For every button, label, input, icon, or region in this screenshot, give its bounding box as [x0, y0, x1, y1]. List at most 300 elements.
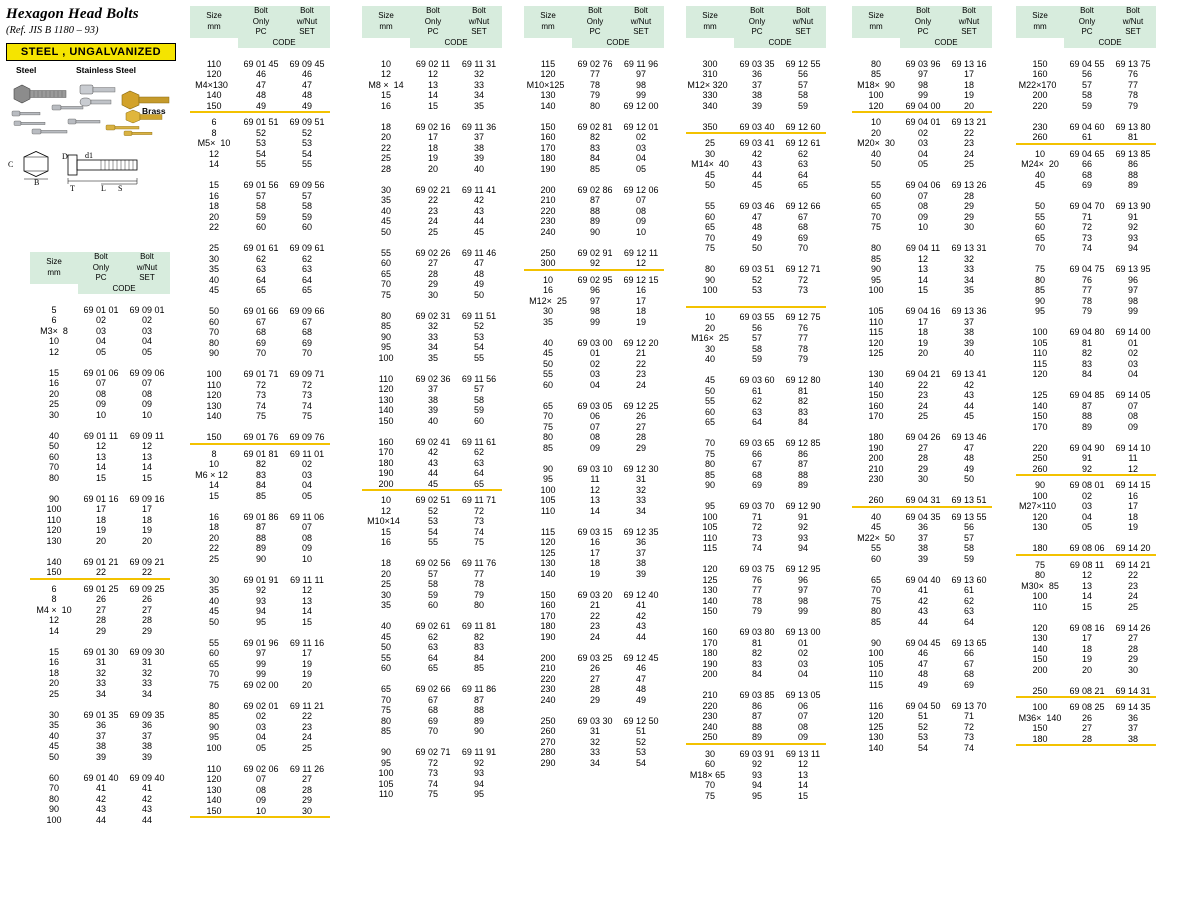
- cell-code-bolt-only: 07: [95, 378, 106, 388]
- table-row: [852, 191, 992, 202]
- cell-size: M18× 65: [689, 769, 731, 780]
- header-pc: PC: [734, 27, 780, 38]
- cell-code-bolt-only: 53: [255, 138, 266, 148]
- table-row: [524, 537, 664, 548]
- table-row: [190, 732, 330, 743]
- cell-code-bolt-only: 54: [255, 148, 266, 159]
- cell-size: 65: [380, 684, 391, 694]
- table-row: [1016, 422, 1156, 433]
- cell-code-bolt-with-nut: 03: [141, 325, 152, 336]
- group-divider-rule: [190, 817, 330, 822]
- table-row: [1016, 560, 1156, 571]
- cell-size: 95: [208, 732, 219, 742]
- cell-size: 220: [1032, 100, 1048, 111]
- cell-code-bolt-with-nut: 69 12 35: [623, 526, 659, 537]
- group-spacer: [524, 237, 664, 248]
- cell-size: 80: [208, 700, 219, 711]
- group-spacer: [524, 390, 664, 401]
- group-spacer: [686, 680, 826, 691]
- cell-size: M22× 50: [857, 532, 895, 543]
- cell-size: 70: [704, 780, 715, 790]
- cell-size: 250: [1032, 685, 1048, 696]
- table-row: [362, 311, 502, 322]
- cell-size: 150: [1032, 411, 1048, 421]
- cell-size: 12: [380, 505, 391, 516]
- cell-code-bolt-only: 19: [917, 337, 928, 348]
- cell-code-bolt-with-nut: 94: [797, 543, 808, 553]
- cell-size: 75: [704, 790, 715, 801]
- cell-code-bolt-only: 90: [255, 553, 266, 564]
- cell-code-bolt-only: 19: [95, 525, 106, 535]
- group-spacer: [852, 485, 992, 496]
- table-row: [1016, 443, 1156, 454]
- table-row: [1016, 453, 1156, 464]
- cell-code-bolt-with-nut: 39: [963, 337, 974, 348]
- cell-size: 130: [868, 369, 884, 379]
- table-row: [1016, 401, 1156, 412]
- table-row: [362, 374, 502, 385]
- cell-size: 40: [48, 430, 59, 441]
- cell-size: 65: [870, 201, 881, 211]
- table-row: [686, 180, 826, 191]
- cell-code-bolt-with-nut: 69 13 16: [951, 58, 987, 69]
- cell-size: 60: [1034, 222, 1045, 232]
- cell-code-bolt-with-nut: 15: [141, 472, 152, 483]
- table-row: [686, 333, 826, 344]
- cell-size: 55: [870, 543, 881, 553]
- cell-code-bolt-only: 95: [255, 616, 266, 627]
- cell-size: 240: [702, 721, 718, 732]
- group-spacer: [686, 617, 826, 628]
- cell-code-bolt-only: 82: [751, 648, 762, 658]
- cell-code-bolt-with-nut: 69 13 31: [951, 243, 987, 253]
- cell-code-bolt-with-nut: 69 11 36: [461, 121, 497, 132]
- table-row: [1016, 338, 1156, 349]
- cell-size: M36× 140: [1018, 712, 1062, 723]
- table-row: [852, 275, 992, 286]
- header-code: CODE: [572, 38, 664, 49]
- table-row: [852, 495, 992, 507]
- table-row: [852, 380, 992, 391]
- cell-size: 105: [868, 306, 884, 316]
- cell-code-bolt-with-nut: 67: [963, 658, 974, 669]
- table-row: [30, 594, 170, 605]
- table-header-row-code: [190, 38, 330, 49]
- cell-code-bolt-with-nut: 69 09 06: [129, 367, 165, 378]
- cell-code-bolt-only: 57: [751, 333, 762, 343]
- cell-size: 55: [870, 180, 881, 190]
- cell-size: 75: [870, 222, 881, 232]
- cell-size: 115: [540, 526, 556, 537]
- cell-code-bolt-only: 99: [917, 90, 928, 100]
- cell-code-bolt-only: 69 01 61: [243, 243, 279, 253]
- table-row: [1016, 80, 1156, 91]
- table-row: [852, 659, 992, 670]
- cell-code-bolt-only: 22: [427, 195, 438, 205]
- table-row: [524, 101, 664, 112]
- cell-code-bolt-only: 27: [95, 604, 106, 615]
- cell-code-bolt-with-nut: 69 13 70: [951, 700, 987, 711]
- cell-size: 260: [1032, 132, 1048, 142]
- cell-code-bolt-only: 10: [255, 805, 266, 816]
- table-row: [1016, 543, 1156, 555]
- table-row: [524, 653, 664, 664]
- cell-code-bolt-with-nut: 89: [473, 715, 484, 726]
- table-row: [852, 306, 992, 317]
- table-row: [190, 743, 330, 754]
- cell-code-bolt-only: 03: [1081, 501, 1092, 511]
- cell-size: 140: [540, 568, 556, 579]
- cell-code-bolt-with-nut: 20: [963, 100, 974, 111]
- table-row: [524, 206, 664, 217]
- cell-size: 90: [208, 721, 219, 732]
- cell-size: 16: [380, 100, 391, 111]
- cell-code-bolt-only: 18: [427, 142, 438, 153]
- cell-code-bolt-with-nut: 47: [473, 258, 484, 268]
- cell-code-bolt-with-nut: 55: [473, 352, 484, 363]
- cell-size: 35: [542, 316, 553, 327]
- cell-code-bolt-only: 48: [917, 669, 928, 679]
- group-spacer: [362, 363, 502, 374]
- table-row: [852, 243, 992, 254]
- cell-code-bolt-only: 04: [917, 148, 928, 159]
- cell-code-bolt-only: 84: [255, 480, 266, 490]
- cell-code-bolt-with-nut: 97: [797, 585, 808, 595]
- cell-code-bolt-with-nut: 77: [473, 568, 484, 579]
- cell-code-bolt-with-nut: 69 14 10: [1115, 442, 1151, 453]
- cell-code-bolt-with-nut: 39: [635, 568, 646, 579]
- cell-code-bolt-with-nut: 37: [141, 730, 152, 741]
- header-blank: [1016, 38, 1064, 49]
- table-row: [1016, 390, 1156, 401]
- cell-size: 110: [206, 763, 222, 774]
- table-row: [524, 285, 664, 296]
- table-row: [686, 101, 826, 112]
- cell-code-bolt-only: 07: [589, 421, 600, 432]
- cell-size: 16: [48, 657, 59, 667]
- cell-code-bolt-only: 35: [427, 352, 438, 363]
- cell-code-bolt-only: 69 03 65: [739, 438, 775, 448]
- table-row: [362, 695, 502, 706]
- cell-code-bolt-with-nut: 48: [963, 453, 974, 463]
- cell-code-bolt-with-nut: 64: [301, 274, 312, 285]
- table-row: [686, 438, 826, 449]
- cell-size: 330: [702, 90, 718, 100]
- cell-code-bolt-with-nut: 72: [473, 505, 484, 516]
- price-table-column-4: [524, 6, 664, 779]
- cell-code-bolt-with-nut: 65: [473, 478, 484, 489]
- cell-code-bolt-only: 75: [427, 789, 438, 799]
- cell-size: 75: [704, 448, 715, 459]
- table-row: [1016, 243, 1156, 254]
- cell-code-bolt-with-nut: 41: [635, 600, 646, 610]
- table-row: [524, 338, 664, 349]
- cell-code-bolt-with-nut: 26: [635, 411, 646, 421]
- cell-code-bolt-only: 69 04 16: [905, 306, 941, 316]
- cell-code-bolt-only: 28: [427, 268, 438, 279]
- cell-code-bolt-only: 69 04 21: [905, 369, 941, 379]
- table-row: [362, 506, 502, 517]
- cell-code-bolt-with-nut: 02: [635, 132, 646, 142]
- cell-size: 70: [870, 211, 881, 222]
- cell-code-bolt-only: 98: [589, 306, 600, 316]
- table-row: [686, 69, 826, 80]
- cell-code-bolt-only: 66: [1081, 159, 1092, 169]
- table-row: [1016, 491, 1156, 502]
- cell-size: 180: [378, 457, 394, 468]
- table-row: [524, 380, 664, 391]
- cell-size: 50: [1034, 201, 1045, 211]
- cell-size: 125: [540, 547, 556, 558]
- cell-size: 140: [206, 90, 222, 100]
- header-bolt-with-nut: Bolt w/Nut: [618, 6, 664, 27]
- cell-code-bolt-with-nut: 69 12 75: [785, 312, 821, 322]
- cell-size: 75: [1034, 264, 1045, 274]
- table-row: [30, 752, 170, 763]
- cell-code-bolt-only: 08: [95, 388, 106, 399]
- cell-code-bolt-with-nut: 62: [797, 148, 808, 159]
- cell-size: 140: [206, 411, 222, 421]
- group-spacer: [30, 699, 170, 710]
- cell-size: 100: [868, 648, 884, 658]
- table-row: [362, 185, 502, 196]
- cell-code-bolt-only: 47: [255, 79, 266, 90]
- cell-code-bolt-only: 69 08 01: [1069, 480, 1105, 490]
- table-row: [190, 669, 330, 680]
- group-spacer: [524, 327, 664, 338]
- cell-code-bolt-with-nut: 23: [1127, 580, 1138, 591]
- cell-size: M18× 90: [857, 79, 895, 90]
- cell-size: 90: [542, 463, 553, 474]
- cell-size: 115: [868, 327, 884, 337]
- table-row: [190, 201, 330, 212]
- cell-code-bolt-with-nut: 17: [301, 648, 312, 658]
- table-row: [30, 804, 170, 815]
- cell-code-bolt-with-nut: 49: [635, 694, 646, 705]
- cell-code-bolt-with-nut: 37: [1127, 723, 1138, 733]
- cell-size: 16: [208, 511, 219, 522]
- table-row: [1016, 170, 1156, 181]
- table-row: [190, 222, 330, 233]
- table-row: [362, 447, 502, 458]
- table-row: [686, 407, 826, 418]
- cell-code-bolt-only: 32: [589, 736, 600, 747]
- cell-code-bolt-only: 73: [255, 390, 266, 400]
- cell-size: 150: [540, 589, 556, 600]
- cell-code-bolt-only: 39: [751, 100, 762, 111]
- cell-code-bolt-only: 54: [427, 526, 438, 537]
- table-row: [852, 732, 992, 743]
- cell-code-bolt-with-nut: 18: [141, 514, 152, 525]
- cell-code-bolt-with-nut: 69 14 05: [1115, 390, 1151, 400]
- table-row: [852, 411, 992, 422]
- cell-code-bolt-with-nut: 65: [797, 180, 808, 190]
- cell-size: 120: [206, 390, 222, 400]
- table-row: [524, 90, 664, 101]
- table-row: [1016, 327, 1156, 338]
- cell-code-bolt-with-nut: 42: [635, 610, 646, 621]
- cell-size: 60: [48, 451, 59, 462]
- cell-code-bolt-only: 68: [255, 327, 266, 337]
- cell-code-bolt-only: 85: [255, 490, 266, 501]
- table-row: [190, 522, 330, 533]
- cell-size: 105: [702, 522, 718, 532]
- cell-code-bolt-only: 92: [751, 759, 762, 769]
- table-row: [190, 575, 330, 586]
- cell-code-bolt-only: 62: [751, 396, 762, 406]
- header-blank: [190, 38, 238, 49]
- cell-size: 15: [208, 180, 219, 190]
- cell-code-bolt-only: 11: [590, 474, 600, 484]
- cell-code-bolt-only: 84: [589, 153, 600, 163]
- cell-code-bolt-with-nut: 70: [301, 348, 312, 358]
- table-row: [524, 185, 664, 196]
- group-spacer: [524, 768, 664, 779]
- table-row: [190, 285, 330, 296]
- cell-code-bolt-only: 78: [1081, 295, 1092, 306]
- cell-code-bolt-with-nut: 22: [635, 358, 646, 369]
- table-row: [190, 117, 330, 128]
- table-row: [852, 443, 992, 454]
- cell-code-bolt-with-nut: 53: [301, 138, 312, 148]
- cell-size: M14× 40: [691, 159, 729, 169]
- cell-code-bolt-with-nut: 26: [141, 594, 152, 604]
- header-set: SET: [284, 27, 330, 38]
- cell-size: 45: [380, 631, 391, 642]
- table-header-row-code: [686, 38, 826, 49]
- cell-code-bolt-only: 20: [95, 535, 106, 546]
- cell-code-bolt-only: 69 01 96: [243, 637, 279, 648]
- cell-code-bolt-only: 69 04 11: [905, 243, 941, 253]
- table-row: [30, 378, 170, 389]
- cell-code-bolt-with-nut: 63: [301, 264, 312, 274]
- cell-code-bolt-only: 49: [917, 679, 928, 690]
- cell-size: 230: [540, 684, 556, 694]
- cell-code-bolt-with-nut: 33: [473, 79, 484, 90]
- group-spacer: [524, 642, 664, 653]
- table-row: [362, 779, 502, 790]
- cell-code-bolt-only: 69 02 71: [415, 747, 451, 757]
- cell-size: M20× 30: [857, 138, 895, 148]
- cell-code-bolt-with-nut: 69 09 40: [129, 772, 165, 783]
- material-label-brass: Brass: [142, 106, 166, 116]
- cell-code-bolt-with-nut: 14: [141, 462, 152, 472]
- spacer-row: [362, 48, 502, 59]
- cell-size: 100: [46, 814, 62, 825]
- cell-code-bolt-with-nut: 69 09 66: [289, 306, 325, 316]
- cell-size: 250: [540, 715, 556, 726]
- cell-code-bolt-with-nut: 22: [301, 711, 312, 721]
- table-row: [686, 722, 826, 733]
- cell-code-bolt-with-nut: 69 13 65: [951, 637, 987, 648]
- cell-size: M10×14: [367, 516, 405, 526]
- cell-size: 30: [48, 409, 59, 420]
- cell-code-bolt-only: 30: [427, 289, 438, 300]
- table-row: [686, 711, 826, 722]
- cell-code-bolt-with-nut: 09: [1127, 421, 1138, 432]
- cell-code-bolt-only: 81: [1081, 337, 1092, 348]
- table-row: [30, 431, 170, 442]
- price-table-column-7: [1016, 6, 1156, 750]
- cell-code-bolt-only: 04: [95, 336, 106, 346]
- cell-size: 160: [540, 600, 556, 610]
- cell-size: 60: [208, 648, 219, 658]
- cell-code-bolt-only: 26: [1081, 712, 1092, 723]
- cell-code-bolt-only: 69 02 51: [415, 495, 451, 505]
- group-spacer: [30, 357, 170, 368]
- price-table-column-5: [686, 6, 826, 812]
- table-header-row: [362, 6, 502, 27]
- cell-code-bolt-with-nut: 53: [635, 747, 646, 757]
- cell-code-bolt-only: 48: [255, 90, 266, 100]
- header-blank: [362, 38, 410, 49]
- cell-size: 125: [868, 721, 884, 732]
- table-row: [686, 386, 826, 397]
- cell-code-bolt-with-nut: 44: [141, 814, 152, 825]
- cell-code-bolt-only: 01: [589, 348, 600, 358]
- table-row: [1016, 369, 1156, 380]
- cell-size: 28: [380, 163, 391, 174]
- cell-code-bolt-only: 83: [589, 142, 600, 153]
- cell-size: 20: [870, 127, 881, 138]
- cell-size: 180: [702, 648, 718, 658]
- cell-code-bolt-only: 38: [751, 90, 762, 100]
- table-row: [852, 138, 992, 149]
- cell-size: 90: [48, 493, 59, 504]
- cell-code-bolt-with-nut: 23: [301, 721, 312, 732]
- table-row: [686, 533, 826, 544]
- table-row: [1016, 623, 1156, 634]
- group-spacer: [1016, 533, 1156, 544]
- cell-size: 95: [1034, 306, 1045, 316]
- group-spacer: [362, 174, 502, 185]
- cell-code-bolt-only: 64: [751, 417, 762, 427]
- cell-code-bolt-with-nut: 98: [635, 79, 646, 90]
- cell-size: 150: [702, 606, 718, 616]
- cell-code-bolt-only: 94: [751, 780, 762, 790]
- cell-code-bolt-with-nut: 04: [1127, 369, 1138, 379]
- cell-size: 100: [206, 742, 222, 753]
- cell-code-bolt-only: 69 03 55: [739, 312, 775, 322]
- header-bolt-only: Bolt Only: [78, 252, 124, 273]
- cell-size: [686, 296, 734, 308]
- cell-size: 20: [704, 322, 715, 333]
- table-row: [362, 353, 502, 364]
- header-pc: PC: [410, 27, 456, 38]
- header-pc: PC: [238, 27, 284, 38]
- cell-code-bolt-only: 69 04 06: [905, 180, 941, 190]
- cell-code-bolt-only: 28: [589, 684, 600, 694]
- cell-code-bolt-with-nut: 59: [797, 100, 808, 111]
- cell-size: 10: [48, 336, 59, 346]
- cell-size: 50: [542, 358, 553, 369]
- cell-code-bolt-only: 69 03 35: [739, 58, 775, 69]
- cell-code-bolt-with-nut: 04: [301, 480, 312, 490]
- cell-size: 85: [208, 711, 219, 721]
- cell-code-bolt-only: 57: [255, 190, 266, 201]
- table-row: [1016, 348, 1156, 359]
- cell-code-bolt-with-nut: 59: [473, 405, 484, 415]
- group-spacer: [30, 546, 170, 557]
- cell-code-bolt-only: 61: [751, 385, 762, 396]
- group-spacer: [524, 579, 664, 590]
- cell-size: 100: [378, 768, 394, 778]
- cell-size: 230: [868, 474, 884, 484]
- table-row: [686, 575, 826, 586]
- table-row: [190, 380, 330, 391]
- table-row: [1016, 713, 1156, 724]
- cell-code-bolt-only: 15: [427, 100, 438, 111]
